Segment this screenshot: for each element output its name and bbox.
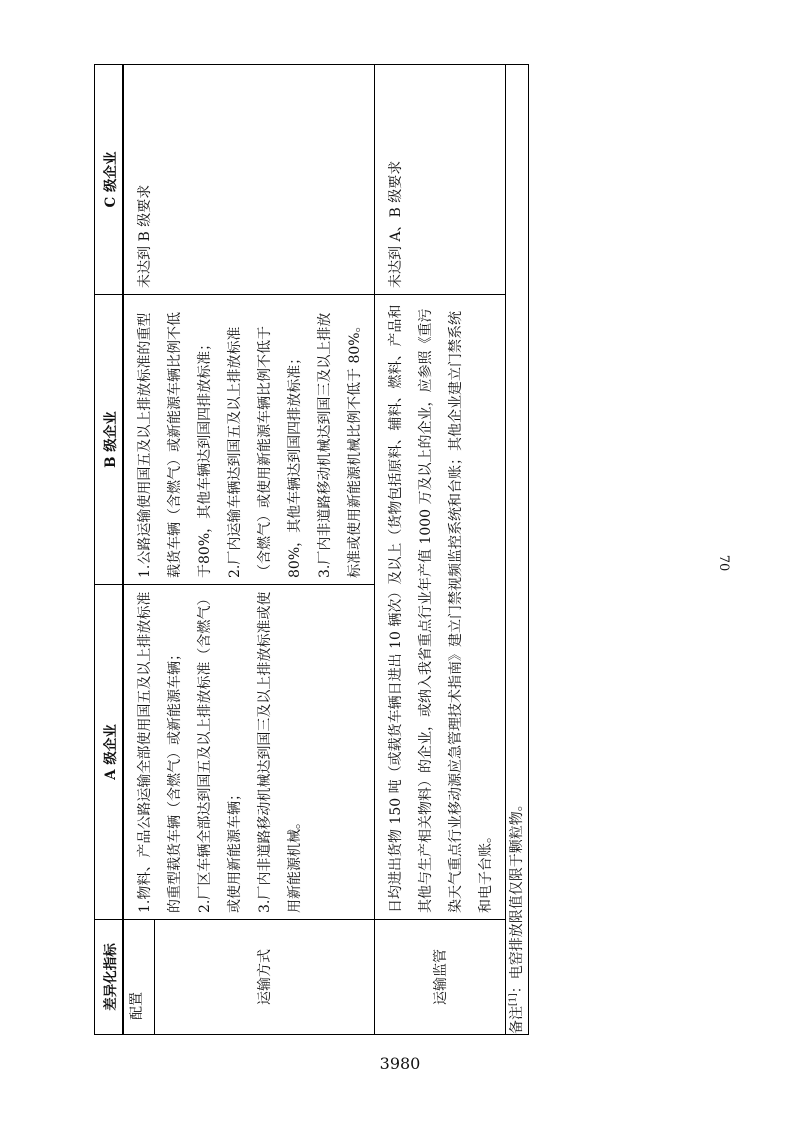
page-number-bottom: 3980 xyxy=(379,1054,421,1073)
note-prefix: 备注 xyxy=(509,1006,525,1034)
supervision-c-text: 未达到 A、B 级要求 xyxy=(388,160,404,288)
requirements-table xyxy=(94,64,529,1035)
peizhi-row xyxy=(123,65,154,1035)
transport-a-cell xyxy=(123,585,375,920)
note-superscript: [1] xyxy=(508,993,519,1006)
transport-c-text: 未达到 B 级要求 xyxy=(137,184,153,288)
note-text: ：电窑排放限值仅限于颗粒物。 xyxy=(509,797,525,994)
peizhi-label: 配置 xyxy=(129,992,145,1020)
transport-a-line-1: 1.物料、产品公路运输全部使用国五及以上排放标准的重型载货车辆（含燃气）或新能源车辆； xyxy=(137,591,183,913)
supervision-row xyxy=(375,65,506,1035)
header-indicator: 差异化指标 xyxy=(95,920,124,1035)
supervision-c-cell xyxy=(375,65,506,295)
header-a-level: A 级企业 xyxy=(95,585,124,920)
table-header-row xyxy=(95,65,124,1035)
transport-b-cell xyxy=(123,295,375,585)
transport-b-line-1: 1.公路运输使用国五及以上排放标准的重型载货车辆（含燃气）或新能源车辆比例不低于80%，其他车辆达到国四排放标准； xyxy=(137,312,213,578)
transport-a-text xyxy=(124,585,314,919)
transport-b-line-2: 2.厂内运输车辆达到国五及以上排放标准（含燃气）或使用新能源车辆比例不低于 80%，其他车辆达到国四排放标准； xyxy=(227,326,303,578)
header-c-level: C 级企业 xyxy=(95,65,124,295)
header-b-level: B 级企业 xyxy=(95,295,124,585)
transport-a-line-3: 3.厂内非道路移动机械达到国三及以上排放标准或使用新能源机械。 xyxy=(257,591,303,913)
transport-b-text xyxy=(124,295,374,584)
category-transport-supervision: 运输监管 xyxy=(375,920,506,1035)
page-number-rotated: 70 xyxy=(716,554,731,572)
table-note xyxy=(506,65,529,1035)
transport-b-line-3: 3.厂内非道路移动机械达到国三及以上排放标准或使用新能源机械比例不低于 80%。 xyxy=(317,312,363,578)
transport-a-line-2: 2.厂区车辆全部达到国五及以上排放标准（含燃气）或使用新能源车辆； xyxy=(197,591,243,913)
transport-c-cell xyxy=(123,65,375,295)
supervision-ab-cell xyxy=(375,295,506,920)
rotated-page-content xyxy=(94,65,534,1035)
note-row xyxy=(506,65,529,1035)
supervision-ab-text: 日均进出货物 150 吨（或载货车辆日进出 10 辆次）及以上（货物包括原料、辅料、燃料、产品和其他与生产相关物料）的企业，或纳入我省重点行业年产值 1000 万及以上的企业，应参照《重污染天气重点行业移动源应急管理技术指南》建立门禁视频监控系统和台账；其他企业建立门禁系统和电子台账。 xyxy=(388,304,494,913)
category-transport-mode: 运输方式 xyxy=(154,920,374,1035)
